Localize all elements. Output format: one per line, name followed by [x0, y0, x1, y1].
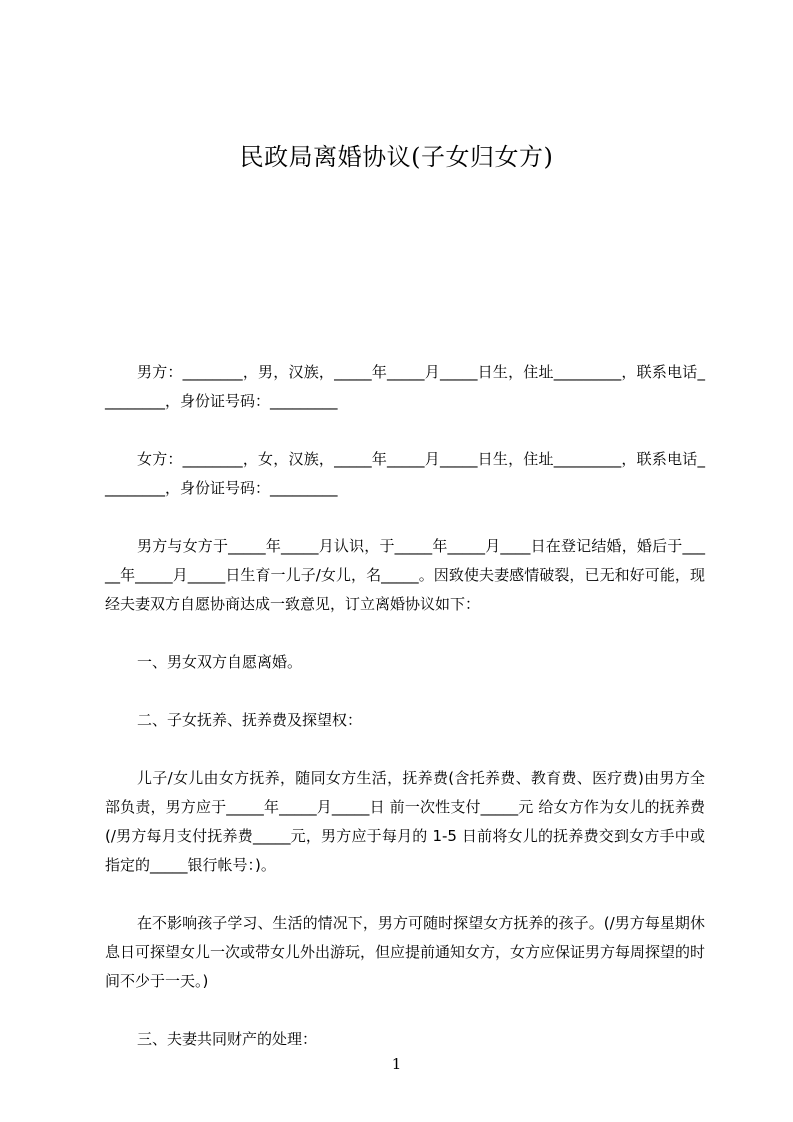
clause-1-voluntary-divorce: 一、男女双方自愿离婚。: [137, 653, 303, 671]
paragraph-visitation-rights: 在不影响孩子学习、生活的情况下，男方可随时探望女方抚养的孩子。(/男方每星期休息日可探望女儿一次或带女儿外出游玩，但应提前通知女方，女方应保证男方每周探望的时间不少于一天。): [105, 914, 706, 990]
paragraph-marriage-background: 男方与女方于_____年_____月认识，于_____年_____月____日在登记结婚，婚后于_____年_____月_____日生育一儿子/女儿，名_____。因致使夫妻感情破裂，已无和好可能，现经夫妻双方自愿协商达成一致意见，订立离婚协议如下：: [105, 537, 705, 613]
paragraph-male-party-info: 男方：________，男，汉族，_____年_____月_____日生，住址_________，联系电话_________，身份证号码：_________: [105, 363, 705, 410]
document-title: 民政局离婚协议(子女归女方): [239, 143, 554, 171]
page-number: 1: [391, 1055, 402, 1073]
document-body: [105, 358, 705, 1083]
clause-3-heading-joint-property: 三、夫妻共同财产的处理：: [137, 1030, 318, 1048]
paragraph-child-support: 儿子/女儿由女方抚养，随同女方生活，抚养费(含托养费、教育费、医疗费)由男方全部负责，男方应于_____年_____月_____日 前一次性支付_____元 给女方作为女儿的抚养费(/男方每月支付抚养费_____元，男方应于每月的 1-5 日前将女儿的抚养费交到女方手中或指定的_____银行帐号：)。: [105, 769, 705, 874]
clause-2-heading-child-custody: 二、子女抚养、抚养费及探望权：: [137, 711, 363, 729]
paragraph-female-party-info: 女方：________，女，汉族，_____年_____月_____日生，住址_________，联系电话_________，身份证号码：_________: [105, 450, 705, 497]
